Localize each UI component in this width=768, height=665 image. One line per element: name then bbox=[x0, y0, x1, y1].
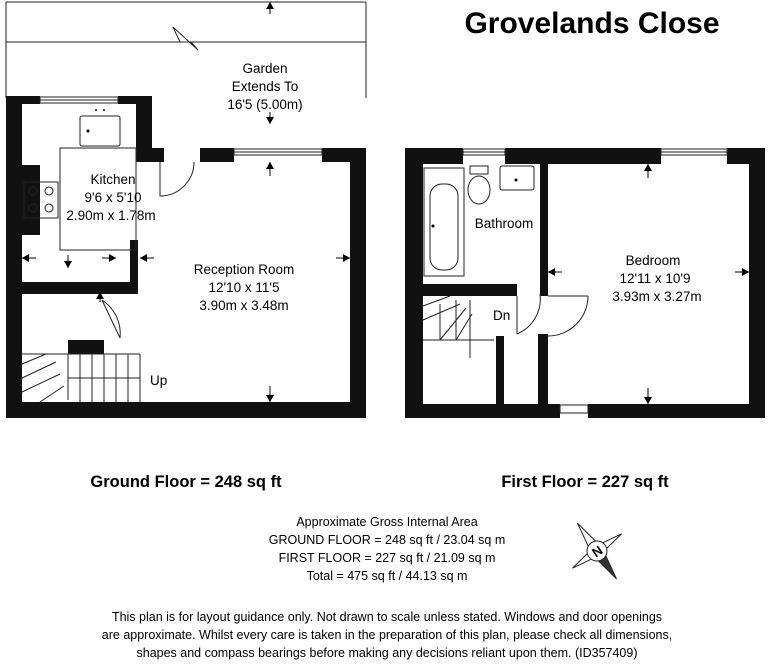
area-ground-floor: GROUND FLOOR = 248 sq ft / 23.04 sq m bbox=[268, 533, 506, 547]
ground-floor-walls bbox=[6, 96, 366, 418]
area-total: Total = 475 sq ft / 44.13 sq m bbox=[306, 569, 468, 583]
first-floor-walls bbox=[405, 148, 765, 418]
stairs-up-label: Up bbox=[150, 373, 168, 388]
reception-room-label: Reception Room bbox=[193, 262, 295, 277]
garden-area bbox=[6, 2, 366, 98]
stairs-down-label: Dn bbox=[493, 308, 511, 323]
garden-size-label: 16'5 (5.00m) bbox=[227, 97, 303, 112]
toilet-icon bbox=[468, 166, 490, 204]
kitchen-label: Kitchen bbox=[90, 172, 136, 187]
bathroom-door bbox=[517, 294, 540, 334]
disclaimer-line-3: shapes and compass bearings before making any decisions reliant upon them. (ID357409) bbox=[136, 646, 638, 660]
first-floor-area: First Floor = 227 sq ft bbox=[501, 473, 669, 491]
back-door-swing bbox=[160, 162, 194, 196]
garden-label: Garden bbox=[242, 61, 288, 76]
disclaimer-line-2: are approximate. Whilst every care is taken in the preparation of this plan, please check all dimensions, bbox=[101, 628, 673, 642]
disclaimer-line-1: This plan is for layout guidance only. Not drawn to scale unless stated. Windows and door openings bbox=[111, 610, 663, 624]
kitchen-metric: 2.90m x 1.78m bbox=[66, 208, 156, 223]
area-heading: Approximate Gross Internal Area bbox=[296, 515, 478, 529]
first-floor-stairs bbox=[423, 296, 494, 358]
page-title: Grovelands Close bbox=[464, 7, 720, 40]
compass-north-label: N bbox=[589, 542, 606, 561]
reception-room-metric: 3.90m x 3.48m bbox=[199, 298, 289, 313]
bathtub-icon bbox=[424, 168, 464, 276]
bedroom-imperial: 12'11 x 10'9 bbox=[619, 271, 691, 286]
bedroom-door bbox=[548, 296, 588, 336]
reception-room-imperial: 12'10 x 11'5 bbox=[208, 280, 280, 295]
basin-icon bbox=[500, 166, 534, 190]
bedroom-label: Bedroom bbox=[625, 253, 681, 268]
area-first-floor: FIRST FLOOR = 227 sq ft / 21.09 sq m bbox=[278, 551, 496, 565]
garden-extends-label: Extends To bbox=[231, 79, 299, 94]
understairs-door bbox=[102, 300, 120, 338]
ground-floor-stairs bbox=[22, 354, 140, 402]
bathroom-label: Bathroom bbox=[474, 216, 534, 231]
ground-floor-area: Ground Floor = 248 sq ft bbox=[90, 473, 282, 491]
bedroom-metric: 3.93m x 3.27m bbox=[612, 289, 702, 304]
kitchen-imperial: 9'6 x 5'10 bbox=[84, 190, 142, 205]
